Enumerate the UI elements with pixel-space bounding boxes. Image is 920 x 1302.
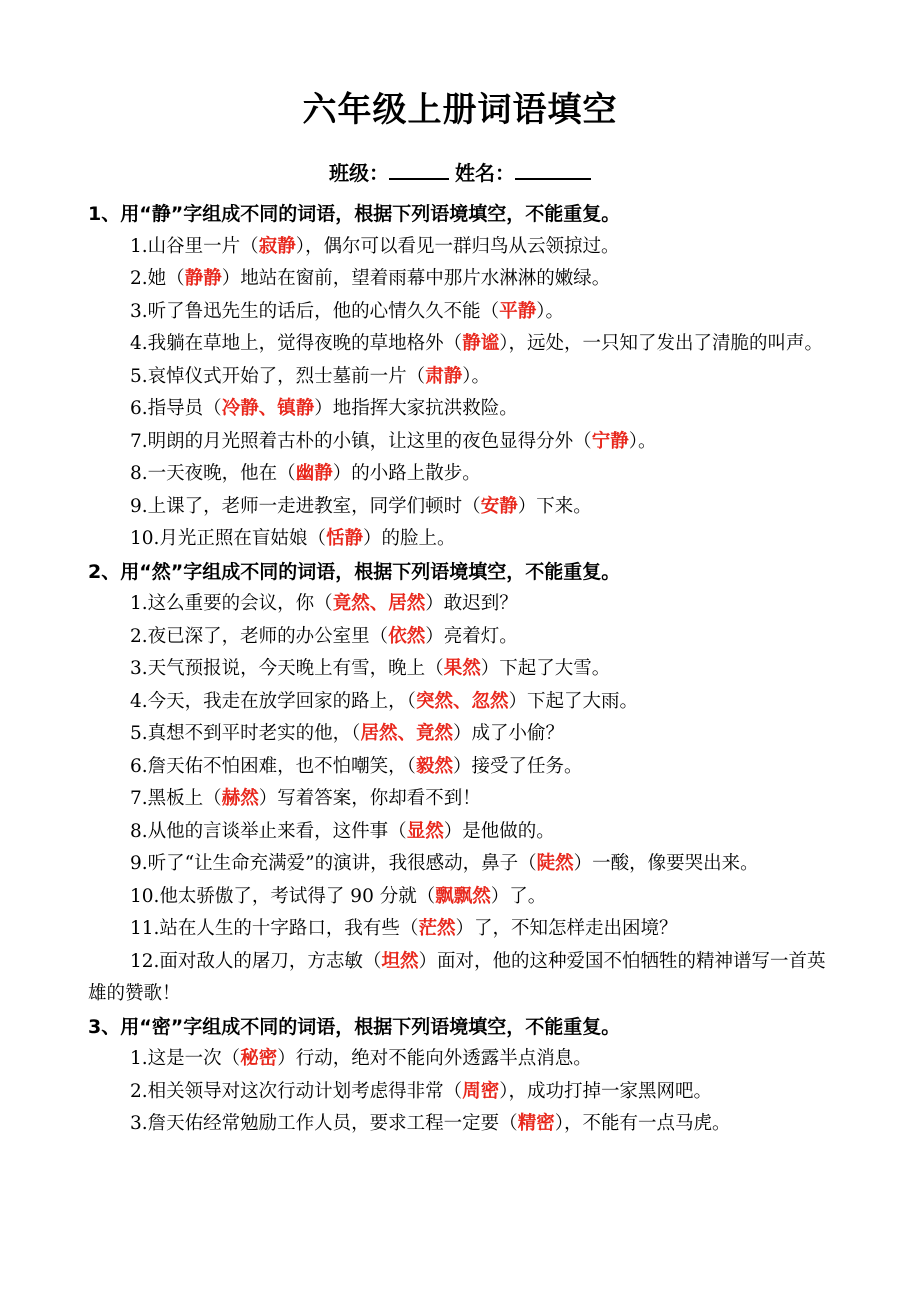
item-number: 8. [130,463,148,484]
right-paren: ） [517,495,537,517]
item-text-before: 他太骄傲了，考试得了 90 分就 [159,885,417,907]
exercise-item [88,783,828,816]
item-text-after: 成了小偷？ [471,723,564,744]
exercise-item [88,361,828,394]
left-paren: （ [406,365,426,387]
answer-word: 平静 [499,300,537,322]
left-paren: （ [399,918,419,939]
item-text-before: 明朗的月光照着古朴的小镇，让这里的夜色显得分外 [147,430,574,452]
exercise-item [88,296,828,329]
item-text-after: 一酸，像要哭出来。 [592,853,759,874]
item-text-before: 夜已深了，老师的办公室里 [147,625,370,647]
right-paren: ） [425,625,444,647]
exercise-item [88,816,828,849]
item-number: 7. [130,788,148,809]
item-text-after: 是他做的。 [462,820,555,842]
right-paren: ） [332,463,352,484]
right-paren: ） [362,528,382,549]
item-text-before: 今天，我走在放学回家的路上， [147,690,407,712]
left-paren: （ [277,463,296,484]
left-paren: （ [425,658,444,679]
right-paren: ） [490,885,510,907]
item-text-before: 詹天佑不怕困难，也不怕嘲笑， [147,755,407,777]
answer-word: 幽静 [295,463,333,484]
right-paren: ） [508,690,527,712]
item-text-after: ，远处，一只知了发出了清脆的叫声。 [508,333,823,354]
item-number: 7. [130,430,148,452]
left-paren: （ [443,1080,463,1102]
item-text-after: 了。 [509,885,547,907]
exercise-item [88,426,828,459]
item-number: 2. [130,268,148,289]
exercise-item [88,621,828,654]
answer-word: 果然 [443,658,481,679]
exercise-item [88,263,828,296]
exercise-item [88,946,828,1011]
left-paren: （ [240,235,259,257]
item-text-before: 一天夜晚，他在 [147,463,278,484]
item-number: 4. [130,690,148,712]
answer-word: 静静 [184,268,222,289]
left-paren: （ [307,528,326,549]
item-number: 4. [130,333,148,354]
right-paren: ） [499,1080,509,1102]
item-number: 1. [130,593,148,614]
item-text-before: 指导员 [147,398,204,419]
left-paren: （ [203,788,222,809]
item-text-after: 的脸上。 [381,528,456,549]
item-text-before: 真想不到平时老实的他， [147,723,352,744]
item-text-before: 天气预报说，今天晚上有雪，晚上 [147,658,426,679]
name-label: 姓名： [455,161,515,185]
item-text-before: 上课了，老师一走进教室，同学们顿时 [147,495,463,517]
right-paren: ） [277,1048,296,1069]
item-number: 2. [130,1080,148,1102]
left-paren: （ [406,690,416,712]
item-text-before: 我躺在草地上，觉得夜晚的草地格外 [147,333,444,354]
item-text-after: 。 [637,430,657,452]
item-text-after: 敢迟到？ [443,593,518,614]
left-paren: （ [314,593,333,614]
exercise-item [88,588,828,621]
item-text-before: 听了鲁迅先生的话后，他的心情久久不能 [147,300,481,322]
item-number: 11. [130,918,160,939]
left-paren: （ [480,300,500,322]
exercise-item [88,328,828,361]
exercise-item [88,913,828,946]
item-number: 2. [130,625,148,647]
answer-word: 安静 [480,495,518,517]
exercise-item [88,686,828,719]
exercise-item [88,393,828,426]
exercise-item [88,653,828,686]
answer-word: 宁静 [591,430,629,452]
item-text-after: 。 [471,365,490,387]
section-heading: 2、用“然”字组成不同的词语，根据下列语境填空，不能重复。 [88,560,621,583]
item-text-after: 地站在窗前，望着雨幕中那片水淋淋的嫩绿。 [240,268,611,289]
item-number: 1. [130,235,148,257]
name-blank[interactable] [515,156,591,180]
answer-word: 赫然 [221,788,259,809]
answer-word: 肃静 [425,365,463,387]
left-paren: （ [166,268,185,289]
exercise-item [88,848,828,881]
answer-word: 居然、竟然 [360,723,453,744]
answer-word: 竟然、居然 [332,593,426,614]
item-text-before: 詹天佑经常勉励工作人员，要求工程一定要 [147,1113,500,1134]
answer-word: 突然、忽然 [415,690,509,712]
item-number: 3. [130,300,148,322]
answer-word: 静谧 [462,333,500,354]
left-paren: （ [203,398,222,419]
item-text-after: 写着答案，你却看不到！ [277,788,481,809]
right-paren: ） [499,333,509,354]
item-text-after: 下起了大雨。 [526,690,638,712]
item-text-after: ，成功打掉一家黑网吧。 [508,1080,712,1102]
answer-word: 陡然 [536,853,574,874]
item-number: 3. [130,658,148,679]
item-number: 9. [130,853,148,874]
left-paren: （ [462,495,481,517]
item-number: 9. [130,495,148,517]
class-blank[interactable] [389,156,449,180]
item-text-after: 行动，绝对不能向外透露半点消息。 [295,1048,592,1069]
answer-word: 秘密 [240,1048,278,1069]
item-text-after: 下来。 [536,495,592,517]
exercise-item [88,523,828,556]
item-text-before: 听了“让生命充满爱”的演讲，我很感动，鼻子 [147,853,519,874]
right-paren: ） [462,365,472,387]
right-paren: ） [455,918,474,939]
item-text-after: 下起了大雪。 [499,658,611,679]
exercise-item [88,1076,828,1109]
right-paren: ） [425,593,444,614]
item-text-before: 从他的言谈举止来看，这件事 [147,820,389,842]
answer-word: 茫然 [418,918,456,939]
answer-word: 精密 [517,1113,555,1134]
exercise-item [88,751,828,784]
item-number: 10. [130,528,160,549]
exercise-item [88,458,828,491]
exercise-item [88,718,828,751]
item-text-before: 她 [147,268,167,289]
item-number: 10. [130,885,160,907]
right-paren: ） [221,268,241,289]
item-text-after: 了，不知怎样走出困境？ [473,918,678,939]
item-text-after: 。 [545,300,564,322]
item-number: 5. [130,723,148,744]
item-text-after: ，偶尔可以看见一群归鸟从云领掠过。 [304,235,620,257]
left-paren: （ [518,853,537,874]
left-paren: （ [388,820,407,842]
left-paren: （ [416,885,436,907]
right-paren: ） [443,820,463,842]
answer-word: 恬静 [325,528,363,549]
item-text-before: 月光正照在盲姑娘 [159,528,308,549]
answer-word: 周密 [462,1080,500,1102]
right-paren: ） [452,755,472,777]
exercise-item [88,1108,828,1141]
page-title: 六年级上册词语填空 [302,90,618,130]
exercise-item [88,1043,828,1076]
item-number: 8. [130,820,148,842]
right-paren: ） [628,430,638,452]
item-text-before: 这么重要的会议，你 [147,593,315,614]
left-paren: （ [573,430,592,452]
exercise-item [88,491,828,524]
left-paren: （ [406,755,416,777]
left-paren: （ [351,723,361,744]
item-text-before: 黑板上 [147,788,204,809]
right-paren: ） [480,658,500,679]
section-heading: 1、用“静”字组成不同的词语，根据下列语境填空，不能重复。 [88,203,621,225]
exercise-item [88,881,828,914]
item-text-before: 这是一次 [147,1048,222,1069]
item-text-after: 亮着灯。 [443,625,518,647]
right-paren: ） [554,1113,564,1134]
exercise-item [88,231,828,264]
left-paren: （ [362,950,382,972]
answer-word: 冷静、镇静 [221,398,315,419]
answer-word: 坦然 [381,950,419,972]
item-text-after: ，不能有一点马虎。 [563,1113,731,1134]
exercise-content [0,198,920,1141]
right-paren: ） [258,788,278,809]
right-paren: ） [418,950,437,972]
left-paren: （ [443,333,463,354]
right-paren: ） [452,723,472,744]
answer-word: 飘飘然 [435,885,491,907]
right-paren: ） [314,398,333,419]
item-number: 5. [130,365,148,387]
item-number: 12. [130,950,160,972]
answer-word: 依然 [388,625,426,647]
item-text-after: 面对，他的这种爱国不怕牺牲的精神谱写一首英雄的赞歌！ [88,950,826,1004]
item-text-after: 的小路上散步。 [351,463,481,484]
class-name-line [0,156,920,188]
left-paren: （ [369,625,389,647]
right-paren: ） [536,300,546,322]
class-label: 班级： [329,161,389,185]
item-text-before: 面对敌人的屠刀，方志敏 [159,950,363,972]
item-text-before: 相关领导对这次行动计划考虑得非常 [147,1080,444,1102]
left-paren: （ [499,1113,518,1134]
answer-word: 毅然 [415,755,453,777]
left-paren: （ [221,1048,241,1069]
item-text-before: 哀悼仪式开始了，烈士墓前一片 [147,365,407,387]
item-number: 6. [130,755,148,777]
answer-word: 显然 [406,820,444,842]
item-number: 6. [130,398,148,419]
section-heading: 3、用“密”字组成不同的词语，根据下列语境填空，不能重复。 [88,1015,621,1038]
answer-word: 寂静 [258,235,296,257]
right-paren: ） [295,235,305,257]
item-text-before: 站在人生的十字路口，我有些 [159,918,400,939]
item-text-after: 地指挥大家抗洪救险。 [332,398,518,419]
item-text-before: 山谷里一片 [147,235,241,257]
item-number: 1. [130,1048,148,1069]
right-paren: ） [573,853,593,874]
item-text-after: 接受了任务。 [471,755,583,777]
item-number: 3. [130,1113,148,1134]
